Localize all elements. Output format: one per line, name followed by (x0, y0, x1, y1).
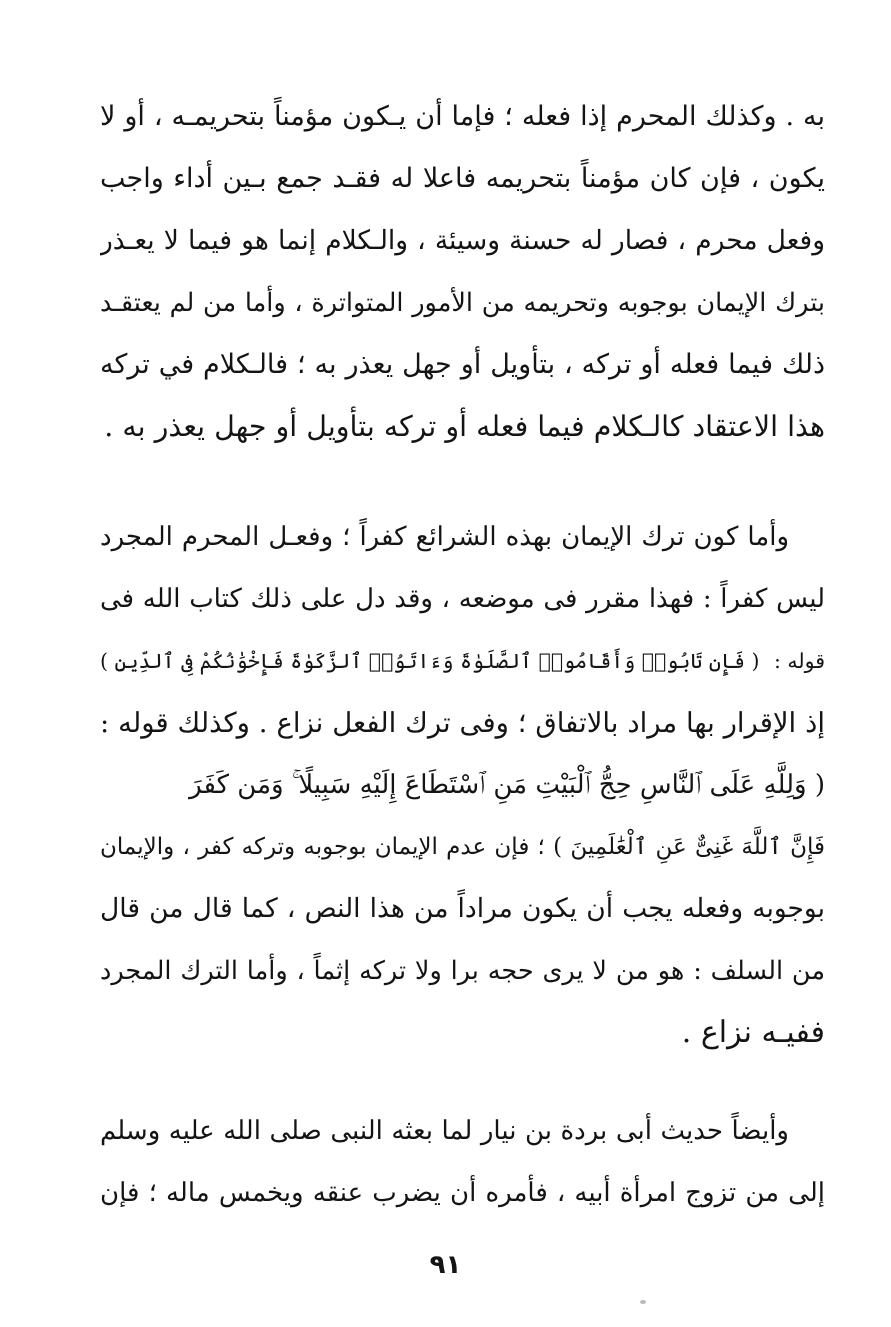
text-line: ففيـه نزاع . (681, 1015, 825, 1050)
text-line: بترك الإيمان بوجوبه وتحريمه من الأمور المتواترة ، وأما من لم يعتقـد (100, 288, 825, 318)
text-line: إذ الإقرار بها مراد بالاتفاق ؛ وفى ترك الفعل نزاع . وكذلك قوله : (100, 707, 825, 739)
page-number: ٩١ (429, 1250, 462, 1280)
text-line: وأيضاً حديث أبى بردة بن نيار لما بعثه النبى صلى الله عليه وسلم (100, 1116, 789, 1146)
text-line: هذا الاعتقاد كالـكلام فيما فعله أو تركه بتأويل أو جهل يعذر به . (104, 410, 825, 443)
text-line: إلى من تزوج امرأة أبيه ، فأمره أن يضرب عنقه ويخمس ماله ؛ فإن (100, 1178, 825, 1208)
text-line: ليس كفراً : فهذا مقرر فى موضعه ، وقد دل على ذلك كتاب الله فى (100, 584, 825, 614)
text-line: ذلك فيما فعله أو تركه ، بتأويل أو جهل يعذر به ؛ فالـكلام في تركه (100, 349, 825, 380)
verse-intro-label: قوله : (773, 649, 825, 673)
paragraph-1 (100, 86, 825, 458)
text-line-with-verse (100, 630, 825, 692)
text-line: وأما كون ترك الإيمان بهذه الشرائع كفراً ؛ وفعـل المحرم المجرد (100, 522, 789, 552)
paragraph-2 (100, 506, 825, 1064)
quran-verse: ( فَإِن تَابُوا۟ وَأَقَامُوا۟ ٱلصَّلَوٰةَ وَءَاتَوُا۟ ٱلزَّكَوٰةَ فَإِخْوَٰنُكُمْ فِى ٱلدِّينِ ) (100, 649, 760, 673)
quran-verse: ( وَلِلَّهِ عَلَى ٱلنَّاسِ حِجُّ ٱلْبَيْتِ مَنِ ٱسْتَطَاعَ إِلَيْهِ سَبِيلًا ۚ وَمَن كَفَرَ (189, 770, 825, 800)
text-line: يكون ، فإن كان مؤمناً بتحريمه فاعلا له فقـد جمع بـين أداء واجب (100, 163, 825, 194)
text-line: به . وكذلك المحرم إذا فعله ؛ فإما أن يـكون مؤمناً بتحريمـه ، أو لا (100, 101, 825, 132)
text-line: من السلف : هو من لا يرى حجه برا ولا تركه إثماً ، وأما الترك المجرد (100, 956, 825, 986)
text-line: وفعل محرم ، فصار له حسنة وسيئة ، والـكلام إنما هو فيما لا يعـذر (100, 225, 825, 256)
paragraph-3 (100, 1100, 825, 1224)
scan-speck (640, 1300, 646, 1304)
text-line: بوجوبه وفعله يجب أن يكون مراداً من هذا النص ، كما قال من قال (100, 893, 825, 924)
text-line: فَإِنَّ ٱللَّهَ غَنِىٌّ عَنِ ٱلْعَٰلَمِينَ ) ؛ فإن عدم الإيمان بوجوبه وتركه كفر ، والإيمان (100, 834, 825, 860)
